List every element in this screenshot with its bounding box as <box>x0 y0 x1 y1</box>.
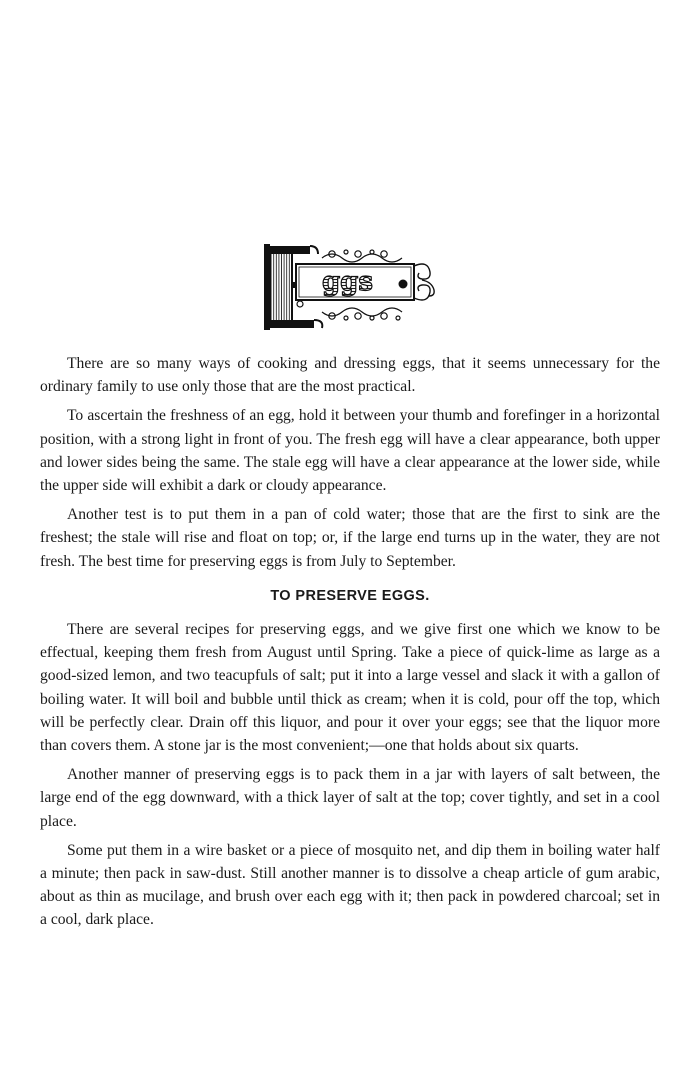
article-body <box>40 352 660 938</box>
svg-text:ggs: ggs <box>322 267 373 297</box>
intro-paragraph-1: There are so many ways of cooking and dressing eggs, that it seems unnecessary for the ordinary family to use only those that are the most practical. <box>40 355 660 396</box>
section-paragraph-3: Some put them in a wire basket or a piece of mosquito net, and dip them in boiling water half a minute; then pack in saw-dust. Still another manner is to dissolve a cheap article of gum arabic, about as thin as mucilage, and brush over each egg with it; then pack in powdered charcoal; set in a cool, dark place. <box>40 841 660 929</box>
intro-paragraph-3: Another test is to put them in a pan of cold water; those that are the first to sink are the freshest; the stale will rise and float on top; or, if the large end turns up in the water, they are not fresh. The best time for preserving eggs is from July to September. <box>40 506 660 570</box>
section-paragraph-1: There are several recipes for preserving eggs, and we give first one which we know to be effectual, keeping them fresh from August until Spring. Take a piece of quick-lime as large as a good-sized lemon, and two teacupfuls of salt; put it into a large vessel and slack it with a gallon of boiling water. It will boil and bubble until thick as cream; when it is cold, pour off the top, which will be perfectly clear. Drain off this liquor, and pour it over your eggs; see that the liquor more than covers them. A stone jar is the most convenient;—one that holds about six quarts. <box>40 621 660 755</box>
lettering-ggs <box>322 267 373 297</box>
section-paragraph-2: Another manner of preserving eggs is to pack them in a jar with layers of salt between, the large end of the egg downward, with a thick layer of salt at the top; cover tightly, and set in a cool place. <box>40 766 660 830</box>
eggs-title-ornament <box>262 242 438 332</box>
section-heading: TO PRESERVE EGGS. <box>270 587 430 604</box>
intro-paragraph-2: To ascertain the freshness of an egg, hold it between your thumb and forefinger in a horizontal position, with a strong light in front of you. The fresh egg will have a clear appearance, both upper and lower sides being the same. The stale egg will have a clear appearance at the lower side, while the upper side will exhibit a dark or cloudy appearance. <box>40 407 660 495</box>
